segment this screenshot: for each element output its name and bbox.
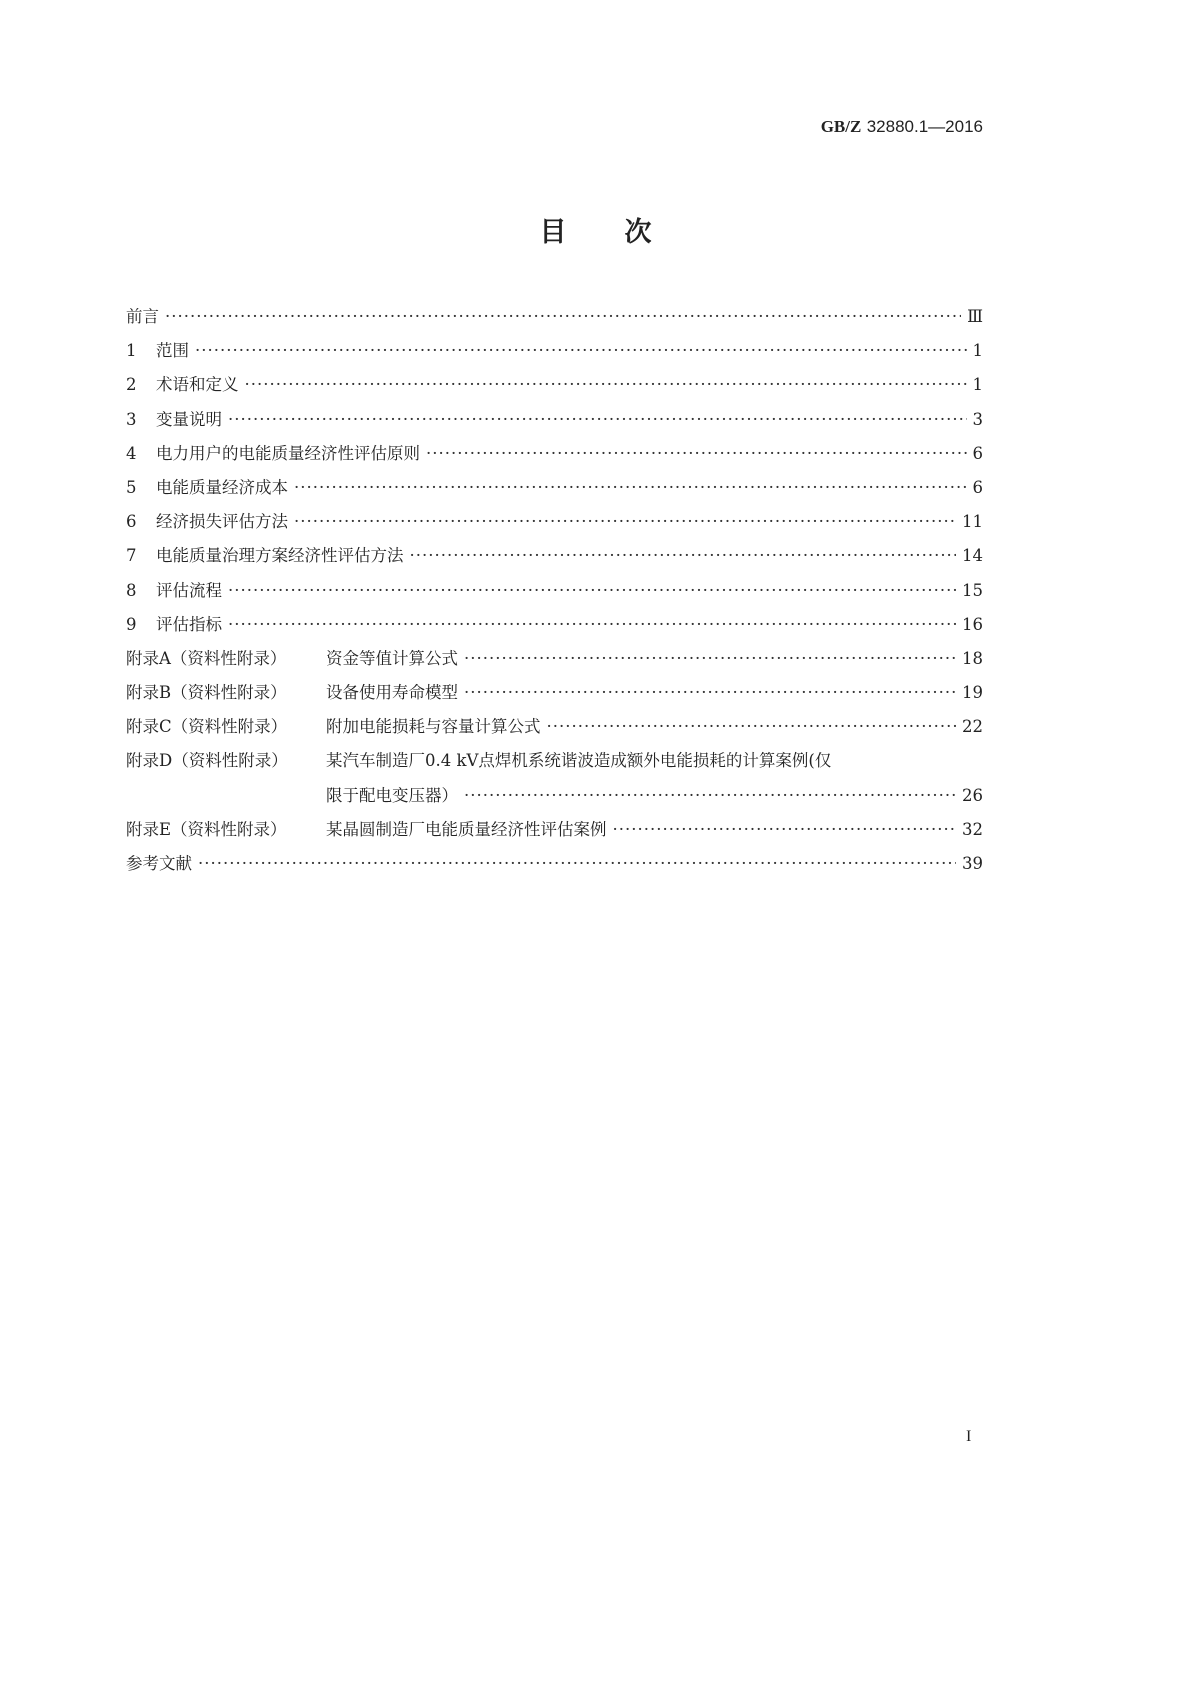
toc-number: 2 — [126, 375, 137, 395]
toc-page: 11 — [962, 512, 983, 532]
leader-dots — [228, 611, 956, 639]
leader-dots — [464, 782, 956, 810]
toc-label: 范围 — [156, 341, 189, 361]
appendix-prefix: 附录C（资料性附录） — [126, 717, 288, 737]
toc-label: 评估指标 — [156, 614, 222, 634]
toc-page: 16 — [962, 614, 983, 634]
toc-label: 资金等值计算公式 — [326, 648, 458, 668]
standard-number-header — [821, 117, 983, 137]
appendix-prefix: 附录E（资料性附录） — [126, 819, 287, 839]
toc-appendix-d-continued[interactable] — [126, 782, 983, 816]
toc-appendix-d[interactable] — [126, 747, 983, 781]
leader-dots — [294, 508, 956, 536]
toc-number: 3 — [126, 409, 137, 429]
toc-number: 1 — [126, 341, 137, 361]
appendix-prefix: 附录A（资料性附录） — [126, 648, 287, 668]
toc-page: 14 — [962, 546, 983, 566]
toc-entry[interactable] — [126, 611, 983, 645]
leader-dots — [195, 337, 967, 365]
toc-appendix-a[interactable] — [126, 645, 983, 679]
toc-entry[interactable] — [126, 337, 983, 371]
leader-dots — [245, 371, 967, 399]
leader-dots — [165, 303, 961, 331]
toc-entry[interactable] — [126, 440, 983, 474]
toc-label: 设备使用寿命模型 — [326, 683, 458, 703]
leader-dots — [198, 850, 956, 878]
toc-appendix-e[interactable] — [126, 816, 983, 850]
toc-appendix-b[interactable] — [126, 679, 983, 713]
toc-number: 6 — [126, 512, 137, 532]
toc-entry[interactable] — [126, 474, 983, 508]
toc-entry-foreword[interactable] — [126, 303, 983, 337]
leader-dots — [547, 713, 957, 741]
toc-entry[interactable] — [126, 577, 983, 611]
leader-dots — [410, 542, 957, 570]
toc-label: 评估流程 — [156, 580, 222, 600]
toc-number: 4 — [126, 443, 137, 463]
toc-entry[interactable] — [126, 542, 983, 576]
toc-page: 6 — [972, 477, 983, 497]
toc-page: 22 — [962, 717, 983, 737]
toc-page: 32 — [962, 819, 983, 839]
toc-number: 5 — [126, 477, 137, 497]
toc-label: 限于配电变压器） — [326, 785, 458, 805]
leader-dots — [613, 816, 957, 844]
toc-page: 1 — [972, 375, 983, 395]
table-of-contents — [126, 303, 983, 884]
leader-dots — [294, 474, 967, 502]
toc-page: 3 — [972, 409, 983, 429]
standard-number: 32880.1—2016 — [866, 117, 983, 136]
toc-label: 前言 — [126, 307, 159, 326]
toc-page: 15 — [962, 580, 983, 600]
toc-page: Ⅲ — [967, 307, 983, 326]
standard-prefix: GB/Z — [820, 117, 862, 136]
toc-label: 变量说明 — [156, 409, 222, 429]
leader-dots — [228, 406, 967, 434]
toc-page: 26 — [962, 785, 983, 805]
toc-entry[interactable] — [126, 371, 983, 405]
toc-label: 某晶圆制造厂电能质量经济性评估案例 — [326, 819, 607, 839]
leader-dots — [464, 679, 956, 707]
toc-label: 术语和定义 — [156, 375, 239, 395]
toc-page: 19 — [962, 683, 983, 703]
toc-label: 附加电能损耗与容量计算公式 — [326, 717, 541, 737]
toc-appendix-c[interactable] — [126, 713, 983, 747]
toc-entry[interactable] — [126, 406, 983, 440]
toc-number: 9 — [126, 614, 137, 634]
toc-page: 1 — [972, 341, 983, 361]
appendix-prefix: 附录D（资料性附录） — [126, 751, 288, 771]
toc-label: 电能质量经济成本 — [156, 477, 288, 497]
leader-dots — [464, 645, 956, 673]
leader-dots — [228, 577, 956, 605]
toc-label: 经济损失评估方法 — [156, 512, 288, 532]
toc-entry[interactable] — [126, 508, 983, 542]
page-title: 目次 — [539, 217, 710, 248]
toc-number: 8 — [126, 580, 137, 600]
toc-page: 18 — [962, 648, 983, 668]
toc-label: 某汽车制造厂0.4 kV点焊机系统谐波造成额外电能损耗的计算案例(仅 — [326, 751, 832, 771]
toc-label: 电能质量治理方案经济性评估方法 — [156, 546, 404, 566]
toc-number: 7 — [126, 546, 137, 566]
leader-dots — [426, 440, 967, 468]
toc-label: 电力用户的电能质量经济性评估原则 — [156, 443, 420, 463]
appendix-prefix: 附录B（资料性附录） — [126, 683, 287, 703]
page-number: I — [966, 1428, 972, 1445]
toc-label: 参考文献 — [126, 854, 192, 873]
toc-page: 39 — [962, 854, 983, 873]
toc-entry-references[interactable] — [126, 850, 983, 884]
toc-page: 6 — [972, 443, 983, 463]
